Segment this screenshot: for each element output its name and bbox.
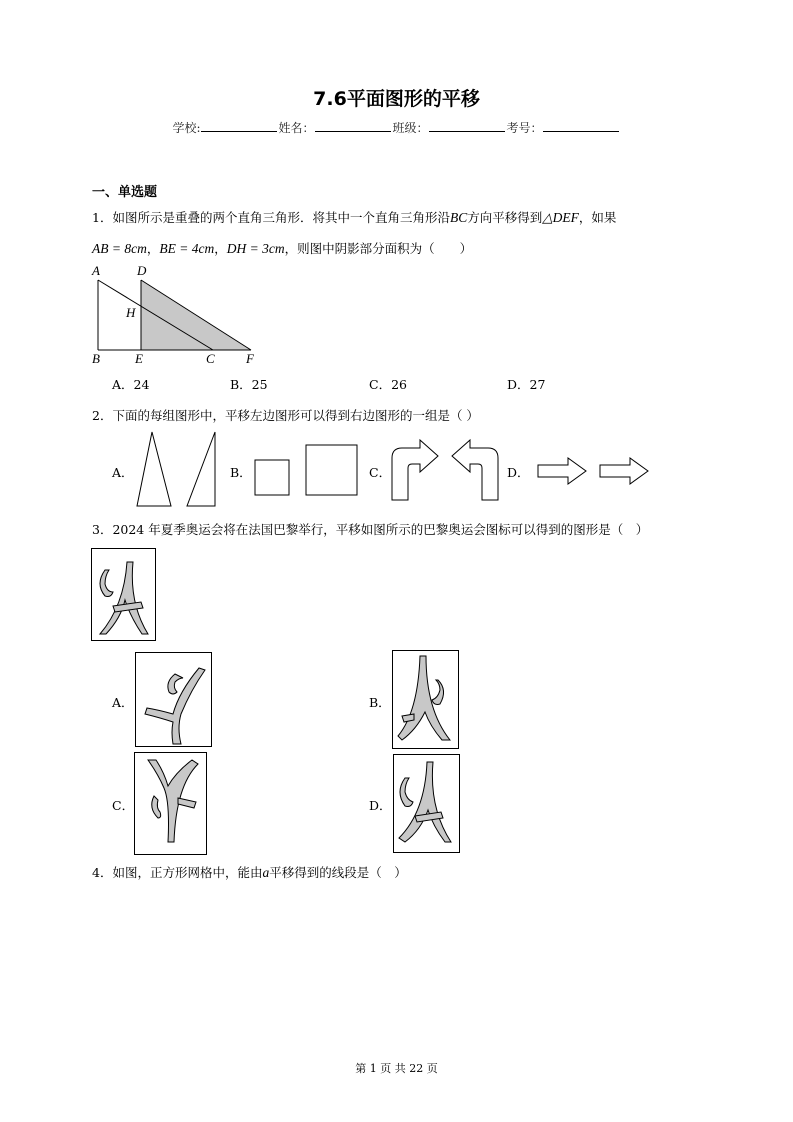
q2-figure-a — [135, 430, 221, 510]
q2-option-a[interactable]: A． — [112, 465, 134, 480]
triangle-left — [137, 432, 171, 506]
school-label: 学校: — [172, 121, 201, 135]
q2-figure-d — [535, 455, 653, 487]
student-info-line — [0, 119, 793, 136]
q1-cond-ab: AB = 8cm — [92, 241, 147, 256]
q1-text-b: 方向平移得到 — [467, 210, 543, 225]
q1-option-d[interactable]: D．27 — [507, 377, 546, 392]
square-large — [306, 445, 357, 495]
q1-math-bc: BC — [449, 210, 468, 225]
q2-option-b[interactable]: B． — [230, 465, 252, 480]
q3-figure-d — [393, 754, 461, 854]
name-field[interactable] — [315, 119, 391, 132]
q1-text-d: ，则图中阴影部分面积为（ ） — [284, 241, 473, 256]
label-a: A — [92, 263, 100, 278]
exam-no-field[interactable] — [543, 119, 619, 132]
label-f: F — [246, 351, 254, 366]
q1-option-b[interactable]: B．25 — [230, 377, 268, 392]
q2-figure-b — [252, 443, 360, 499]
page-footer: 第 1 页 共 22 页 — [355, 1062, 438, 1075]
q3-option-b[interactable]: B． — [369, 695, 391, 710]
q3-figure-a — [135, 652, 213, 748]
school-field[interactable] — [201, 119, 277, 132]
q1-cond-be: BE = 4cm — [159, 241, 215, 256]
q4-text — [92, 863, 407, 881]
q1-option-c[interactable]: C．26 — [369, 377, 407, 392]
q1-line2 — [92, 239, 472, 257]
q1-sep-1: ， — [146, 241, 160, 256]
q3-text: 3．2024 年夏季奥运会将在法国巴黎举行，平移如图所示的巴黎奥运会图标可以得到的图形是（ ） — [92, 522, 649, 537]
label-d: D — [137, 263, 147, 278]
class-field[interactable] — [429, 119, 505, 132]
label-e: E — [135, 351, 143, 366]
square-small — [255, 460, 289, 495]
q1-line1 — [92, 208, 616, 226]
class-label: 班级： — [392, 121, 429, 135]
q3-option-a[interactable]: A． — [112, 695, 134, 710]
page-title: 7.6平面图形的平移 — [313, 88, 480, 110]
q3-original-icon — [91, 548, 157, 642]
q3-option-d[interactable]: D． — [369, 798, 392, 813]
exam-no-label: 考号： — [506, 121, 543, 135]
q1-math-def: △DEF — [542, 210, 579, 225]
q1-option-a[interactable]: A．24 — [112, 377, 150, 392]
q1-text-a: 如图所示是重叠的两个直角三角形．将其中一个直角三角形沿 — [112, 210, 450, 225]
q3-figure-b — [392, 650, 460, 750]
q2-option-d[interactable]: D． — [507, 465, 530, 480]
q4-text-a: 4．如图，正方形网格中，能由 — [92, 865, 263, 880]
arrow-left-shape — [538, 458, 586, 484]
turn-arrow-left — [452, 440, 498, 500]
q2-option-c[interactable]: C． — [369, 465, 392, 480]
q2-figure-c — [388, 436, 504, 504]
q4-text-b: 平移得到的线段是（ ） — [269, 865, 407, 880]
q3-option-c[interactable]: C． — [112, 798, 135, 813]
q1-number: 1． — [92, 210, 113, 225]
triangle-right — [187, 432, 215, 506]
label-c: C — [206, 351, 215, 366]
q1-text-c: ，如果 — [578, 210, 617, 225]
q3-figure-c — [134, 752, 208, 856]
q2-text: 2．下面的每组图形中，平移左边图形可以得到右边图形的一组是（ ） — [92, 408, 479, 423]
q4-math-a: a — [262, 865, 270, 880]
section-heading: 一、单选题 — [92, 185, 158, 200]
label-b: B — [92, 351, 100, 366]
turn-arrow-right — [392, 440, 438, 500]
name-label: 姓名： — [278, 121, 315, 135]
arrow-right-shape — [600, 458, 648, 484]
q1-figure — [88, 262, 268, 368]
q1-cond-dh: DH = 3cm — [226, 241, 285, 256]
label-h: H — [126, 305, 136, 320]
q1-sep-2: ， — [214, 241, 227, 256]
